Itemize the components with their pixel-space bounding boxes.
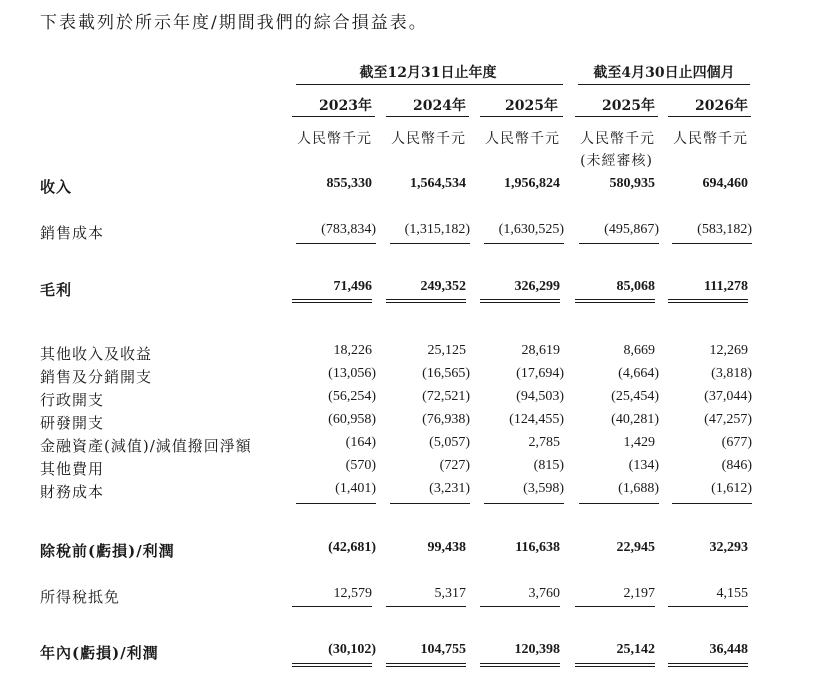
col-unit-4: 人民幣千元 [580, 131, 655, 147]
dbl-rule-gp-2b [386, 302, 466, 303]
group-header-period: 截至4月30日止四個月 [593, 65, 735, 81]
rule-finance-costs-4 [579, 503, 659, 504]
cell-finance-costs-2: (3,231) [429, 481, 470, 496]
cell-revenue-3: 1,956,824 [504, 176, 560, 191]
cell-selling-expenses-4: (4,664) [618, 366, 659, 381]
rule-cost-of-sales-1 [296, 243, 376, 244]
cell-gross-profit-2: 249,352 [420, 279, 466, 294]
cell-other-expenses-1: (570) [345, 458, 376, 473]
cell-profit-before-tax-4: 22,945 [616, 540, 655, 555]
row-label-gross-profit: 毛利 [40, 281, 73, 299]
dbl-rule-gp-1a [292, 299, 372, 300]
cell-admin-expenses-1: (56,254) [328, 389, 376, 404]
row-label-selling-expenses: 銷售及分銷開支 [40, 368, 153, 386]
col-unit-3: 人民幣千元 [485, 131, 560, 147]
group-header-period-rule [578, 84, 750, 85]
col-year-1: 2023年 [319, 98, 372, 114]
cell-selling-expenses-2: (16,565) [422, 366, 470, 381]
cell-profit-before-tax-5: 32,293 [709, 540, 748, 555]
cell-admin-expenses-5: (37,044) [704, 389, 752, 404]
cell-revenue-4: 580,935 [609, 176, 655, 191]
dbl-rule-gp-3b [480, 302, 560, 303]
cell-other-expenses-5: (846) [721, 458, 752, 473]
dbl-rule-py-4b [575, 666, 655, 667]
row-label-cost-of-sales: 銷售成本 [40, 224, 105, 242]
cell-income-tax-credit-5: 4,155 [716, 586, 748, 601]
dbl-rule-py-1b [292, 666, 372, 667]
cell-cost-of-sales-3: (1,630,525) [498, 222, 564, 237]
cell-impairment-4: 1,429 [623, 435, 655, 450]
col-year-rule-4 [575, 116, 658, 117]
cell-finance-costs-3: (3,598) [523, 481, 564, 496]
cell-impairment-3: 2,785 [528, 435, 560, 450]
rule-cost-of-sales-4 [579, 243, 659, 244]
row-label-rnd-expenses: 研發開支 [40, 414, 105, 432]
col-year-rule-3 [480, 116, 563, 117]
cell-rnd-expenses-5: (47,257) [704, 412, 752, 427]
cell-cost-of-sales-4: (495,867) [604, 222, 659, 237]
cell-income-tax-credit-2: 5,317 [434, 586, 466, 601]
dbl-rule-gp-4b [575, 302, 655, 303]
rule-finance-costs-3 [484, 503, 564, 504]
cell-income-tax-credit-4: 2,197 [623, 586, 655, 601]
cell-admin-expenses-2: (72,521) [422, 389, 470, 404]
dbl-rule-py-3a [480, 663, 560, 664]
cell-other-income-2: 25,125 [427, 343, 466, 358]
cell-income-tax-credit-3: 3,760 [528, 586, 560, 601]
cell-finance-costs-4: (1,688) [618, 481, 659, 496]
cell-profit-before-tax-1: (42,681) [328, 540, 376, 555]
cell-other-income-4: 8,669 [623, 343, 655, 358]
row-label-profit-for-year: 年內(虧損)/利潤 [40, 644, 159, 662]
cell-profit-for-year-3: 120,398 [514, 642, 560, 657]
cell-revenue-5: 694,460 [702, 176, 748, 191]
group-header-year: 截至12月31日止年度 [359, 65, 497, 81]
col-unaudited-note: (未經審核) [580, 153, 653, 169]
dbl-rule-py-4a [575, 663, 655, 664]
cell-profit-for-year-5: 36,448 [709, 642, 748, 657]
cell-rnd-expenses-4: (40,281) [611, 412, 659, 427]
col-unit-2: 人民幣千元 [391, 131, 466, 147]
cell-other-expenses-4: (134) [628, 458, 659, 473]
cell-profit-for-year-2: 104,755 [420, 642, 466, 657]
dbl-rule-py-5a [668, 663, 748, 664]
cell-impairment-5: (677) [721, 435, 752, 450]
cell-revenue-2: 1,564,534 [410, 176, 466, 191]
cell-admin-expenses-3: (94,503) [516, 389, 564, 404]
col-unit-5: 人民幣千元 [673, 131, 748, 147]
rule-cost-of-sales-2 [390, 243, 470, 244]
cell-rnd-expenses-2: (76,938) [422, 412, 470, 427]
row-label-admin-expenses: 行政開支 [40, 391, 105, 409]
cell-impairment-1: (164) [345, 435, 376, 450]
dbl-rule-py-2b [386, 666, 466, 667]
cell-other-expenses-2: (727) [439, 458, 470, 473]
dbl-rule-gp-2a [386, 299, 466, 300]
row-label-revenue: 收入 [40, 178, 73, 196]
dbl-rule-py-5b [668, 666, 748, 667]
dbl-rule-gp-5a [668, 299, 748, 300]
cell-profit-before-tax-3: 116,638 [515, 540, 560, 555]
col-year-rule-1 [292, 116, 375, 117]
cell-cost-of-sales-5: (583,182) [697, 222, 752, 237]
cell-other-income-1: 18,226 [333, 343, 372, 358]
rule-cost-of-sales-3 [484, 243, 564, 244]
cell-selling-expenses-3: (17,694) [516, 366, 564, 381]
group-header-year-rule [296, 84, 563, 85]
cell-rnd-expenses-3: (124,455) [509, 412, 564, 427]
cell-cost-of-sales-1: (783,834) [321, 222, 376, 237]
cell-gross-profit-4: 85,068 [616, 279, 655, 294]
cell-rnd-expenses-1: (60,958) [328, 412, 376, 427]
cell-gross-profit-5: 111,278 [704, 279, 748, 294]
col-year-4: 2025年 [602, 98, 655, 114]
cell-profit-for-year-1: (30,102) [328, 642, 376, 657]
rule-income-tax-2 [386, 606, 466, 607]
col-year-3: 2025年 [505, 98, 558, 114]
rule-income-tax-4 [575, 606, 655, 607]
rule-finance-costs-2 [390, 503, 470, 504]
row-label-income-tax-credit: 所得稅抵免 [40, 588, 121, 606]
intro-text: 下表載列於所示年度/期間我們的綜合損益表。 [40, 13, 428, 33]
rule-income-tax-1 [292, 606, 372, 607]
cell-gross-profit-3: 326,299 [514, 279, 560, 294]
dbl-rule-gp-3a [480, 299, 560, 300]
col-unit-1: 人民幣千元 [297, 131, 372, 147]
cell-finance-costs-5: (1,612) [711, 481, 752, 496]
col-year-2: 2024年 [413, 98, 466, 114]
dbl-rule-py-2a [386, 663, 466, 664]
rule-finance-costs-5 [672, 503, 752, 504]
rule-cost-of-sales-5 [672, 243, 752, 244]
cell-admin-expenses-4: (25,454) [611, 389, 659, 404]
row-label-impairment: 金融資產(減值)/減值撥回淨額 [40, 437, 252, 455]
col-year-5: 2026年 [695, 98, 748, 114]
rule-income-tax-3 [480, 606, 560, 607]
cell-impairment-2: (5,057) [429, 435, 470, 450]
dbl-rule-gp-1b [292, 302, 372, 303]
cell-selling-expenses-5: (3,818) [711, 366, 752, 381]
col-year-rule-2 [386, 116, 469, 117]
dbl-rule-gp-4a [575, 299, 655, 300]
cell-revenue-1: 855,330 [326, 176, 372, 191]
cell-cost-of-sales-2: (1,315,182) [404, 222, 470, 237]
dbl-rule-py-3b [480, 666, 560, 667]
row-label-profit-before-tax: 除稅前(虧損)/利潤 [40, 542, 175, 560]
cell-other-income-5: 12,269 [709, 343, 748, 358]
rule-income-tax-5 [668, 606, 748, 607]
cell-profit-for-year-4: 25,142 [616, 642, 655, 657]
dbl-rule-py-1a [292, 663, 372, 664]
cell-other-expenses-3: (815) [533, 458, 564, 473]
rule-finance-costs-1 [296, 503, 376, 504]
row-label-finance-costs: 財務成本 [40, 483, 105, 501]
cell-income-tax-credit-1: 12,579 [333, 586, 372, 601]
dbl-rule-gp-5b [668, 302, 748, 303]
cell-other-income-3: 28,619 [521, 343, 560, 358]
cell-gross-profit-1: 71,496 [333, 279, 372, 294]
col-year-rule-5 [668, 116, 751, 117]
cell-selling-expenses-1: (13,056) [328, 366, 376, 381]
row-label-other-expenses: 其他費用 [40, 460, 105, 478]
cell-finance-costs-1: (1,401) [335, 481, 376, 496]
row-label-other-income: 其他收入及收益 [40, 345, 153, 363]
cell-profit-before-tax-2: 99,438 [427, 540, 466, 555]
